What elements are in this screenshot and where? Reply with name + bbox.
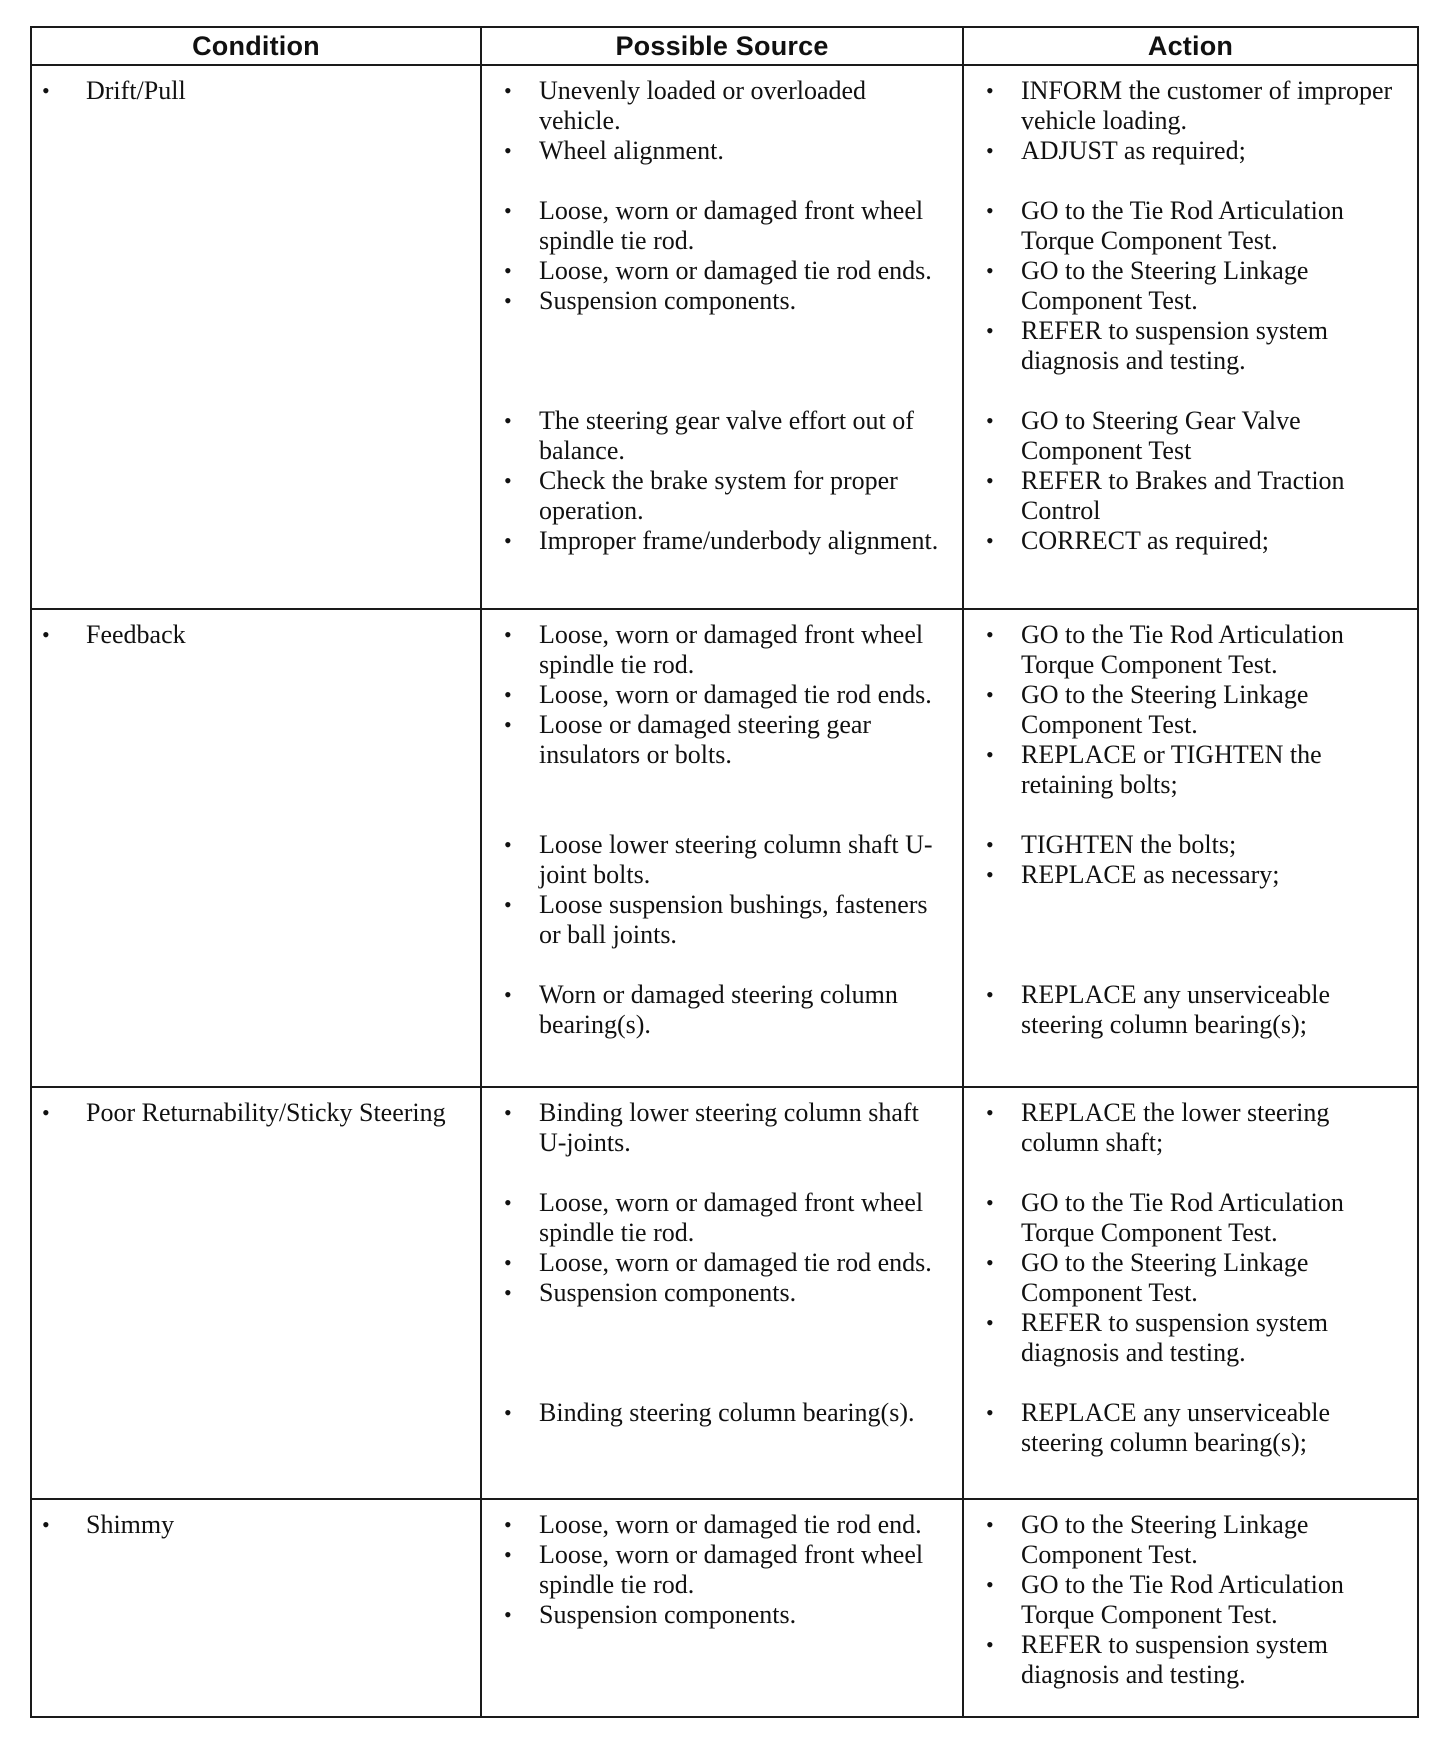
action-group [976, 1398, 1401, 1458]
condition-cell [31, 1087, 481, 1499]
source-group [494, 620, 946, 800]
diagnosis-table [30, 26, 1419, 1718]
action-text: REFER to suspension system diagnosis and testing. [1021, 1630, 1328, 1689]
source-item [494, 620, 946, 680]
source-text: Suspension components. [539, 1278, 797, 1308]
source-text: Suspension components. [539, 1600, 797, 1629]
bullet-icon: • [504, 1100, 512, 1126]
source-group [494, 1188, 946, 1368]
condition-cell [31, 609, 481, 1087]
source-text: Loose, worn or damaged front wheel spindle tie rod. [539, 1540, 924, 1599]
action-text: REPLACE any unserviceable steering column bearing(s); [1021, 980, 1331, 1040]
bullet-icon: • [986, 258, 994, 283]
action-text: GO to the Tie Rod Articulation Torque Component Test. [1021, 196, 1344, 255]
bullet-icon: • [504, 622, 512, 648]
table-row [31, 1087, 1418, 1499]
bullet-icon: • [986, 1632, 994, 1657]
bullet-icon: • [504, 1280, 512, 1306]
bullet-icon: • [504, 1250, 512, 1276]
bullet-icon: • [504, 198, 512, 223]
action-cell [963, 65, 1418, 609]
action-group [976, 980, 1401, 1040]
action-item [976, 1510, 1401, 1570]
source-text: Worn or damaged steering column bearing(s). [539, 980, 898, 1040]
bullet-icon: • [504, 1190, 512, 1216]
action-text: GO to the Steering Linkage Component Test. [1021, 1510, 1309, 1569]
table-row [31, 609, 1418, 1087]
source-item [494, 76, 946, 136]
header-possible-source: Possible Source [481, 27, 963, 65]
source-group [494, 830, 946, 950]
bullet-icon: • [504, 258, 512, 283]
source-text: Loose, worn or damaged tie rod ends. [539, 1248, 932, 1278]
source-group [494, 76, 946, 166]
bullet-icon: • [986, 832, 994, 858]
action-text: GO to the Tie Rod Articulation Torque Component Test. [1021, 1570, 1344, 1629]
condition-label: Shimmy [86, 1510, 175, 1539]
bullet-icon: • [986, 1100, 994, 1126]
bullet-icon: • [504, 1542, 512, 1567]
action-group [976, 620, 1401, 800]
source-group [494, 406, 946, 556]
source-text: Loose, worn or damaged tie rod end. [539, 1510, 922, 1539]
source-text: Binding lower steering column shaft U-joints. [539, 1098, 919, 1158]
bullet-icon: • [42, 622, 50, 648]
bullet-icon: • [42, 78, 50, 103]
source-text: Loose, worn or damaged tie rod ends. [539, 680, 932, 710]
source-text: Loose, worn or damaged tie rod ends. [539, 256, 932, 285]
action-group [976, 1188, 1401, 1368]
source-text: Wheel alignment. [539, 136, 724, 165]
action-item [976, 1098, 1401, 1158]
source-text: Check the brake system for proper operation. [539, 466, 898, 525]
action-text: REPLACE or TIGHTEN the retaining bolts; [1021, 740, 1322, 800]
bullet-icon: • [504, 832, 512, 858]
action-text: GO to the Steering Linkage Component Test. [1021, 680, 1309, 740]
source-item [494, 710, 946, 770]
action-text: REFER to Brakes and Traction Control [1021, 466, 1345, 525]
source-text: Loose lower steering column shaft U-joint bolts. [539, 830, 933, 890]
bullet-icon: • [986, 682, 994, 708]
source-text: Unevenly loaded or overloaded vehicle. [539, 76, 867, 135]
source-text: Loose, worn or damaged front wheel spindle tie rod. [539, 1188, 924, 1248]
bullet-icon: • [986, 622, 994, 648]
action-cell [963, 1499, 1418, 1717]
action-item [976, 196, 1401, 256]
action-text: REPLACE any unserviceable steering column bearing(s); [1021, 1398, 1331, 1458]
action-cell [963, 609, 1418, 1087]
table-row [31, 65, 1418, 609]
bullet-icon: • [986, 862, 994, 888]
source-group [494, 1098, 946, 1158]
action-group [976, 196, 1401, 376]
source-text: Suspension components. [539, 286, 797, 315]
table-header-row [31, 27, 1418, 65]
action-text: REFER to suspension system diagnosis and testing. [1021, 1308, 1328, 1368]
action-item [976, 526, 1401, 556]
action-text: GO to the Steering Linkage Component Test. [1021, 1248, 1309, 1308]
bullet-icon: • [504, 138, 512, 163]
source-item [494, 1540, 946, 1600]
action-item [976, 860, 1401, 890]
action-text: GO to the Steering Linkage Component Test. [1021, 256, 1309, 315]
source-item [494, 1098, 946, 1158]
source-item [494, 196, 946, 256]
bullet-icon: • [504, 78, 512, 103]
bullet-icon: • [986, 468, 994, 493]
source-item [494, 526, 946, 556]
table-body [31, 65, 1418, 1717]
bullet-icon: • [986, 318, 994, 343]
action-item [976, 740, 1401, 800]
source-item [494, 136, 946, 166]
action-group [976, 1510, 1401, 1690]
condition-cell [31, 1499, 481, 1717]
action-item [976, 1248, 1401, 1308]
bullet-icon: • [504, 468, 512, 493]
action-text: GO to the Tie Rod Articulation Torque Component Test. [1021, 1188, 1344, 1248]
bullet-icon: • [504, 712, 512, 738]
condition-label: Drift/Pull [86, 76, 186, 105]
source-text: Loose, worn or damaged front wheel spindle tie rod. [539, 620, 924, 680]
possible-source-cell [481, 1087, 963, 1499]
bullet-icon: • [42, 1100, 50, 1126]
action-item [976, 830, 1401, 860]
action-group [976, 76, 1401, 166]
bullet-icon: • [986, 1400, 994, 1426]
action-text: ADJUST as required; [1021, 136, 1246, 165]
source-item [494, 680, 946, 710]
source-group [494, 1510, 946, 1690]
bullet-icon: • [504, 288, 512, 313]
bullet-icon: • [986, 198, 994, 223]
source-item [494, 1398, 946, 1428]
action-item [976, 620, 1401, 680]
action-item [976, 1398, 1401, 1458]
source-text: Loose, worn or damaged front wheel spindle tie rod. [539, 196, 924, 255]
source-text: Binding steering column bearing(s). [539, 1398, 915, 1428]
source-item [494, 1510, 946, 1540]
bullet-icon: • [986, 138, 994, 163]
action-item [976, 76, 1401, 136]
source-item [494, 256, 946, 286]
source-item [494, 406, 946, 466]
source-text: The steering gear valve effort out of balance. [539, 406, 914, 465]
bullet-icon: • [504, 528, 512, 553]
header-condition: Condition [31, 27, 481, 65]
bullet-icon: • [504, 1512, 512, 1537]
source-item [494, 980, 946, 1040]
possible-source-cell [481, 609, 963, 1087]
bullet-icon: • [986, 78, 994, 103]
action-text: INFORM the customer of improper vehicle loading. [1021, 76, 1393, 135]
bullet-icon: • [42, 1512, 50, 1537]
bullet-icon: • [504, 982, 512, 1008]
action-item [976, 136, 1401, 166]
action-item [976, 406, 1401, 466]
source-text: Loose suspension bushings, fasteners or ball joints. [539, 890, 928, 950]
bullet-icon: • [986, 742, 994, 768]
possible-source-cell [481, 1499, 963, 1717]
action-item [976, 1188, 1401, 1248]
source-item [494, 1188, 946, 1248]
source-item [494, 286, 946, 316]
bullet-icon: • [504, 1400, 512, 1426]
source-item [494, 466, 946, 526]
action-item [976, 1308, 1401, 1368]
source-text: Loose or damaged steering gear insulators or bolts. [539, 710, 872, 770]
bullet-icon: • [986, 528, 994, 553]
action-group [976, 406, 1401, 556]
bullet-icon: • [986, 1250, 994, 1276]
action-cell [963, 1087, 1418, 1499]
bullet-icon: • [504, 1602, 512, 1627]
possible-source-cell [481, 65, 963, 609]
bullet-icon: • [986, 1190, 994, 1216]
table-row [31, 1499, 1418, 1717]
action-item [976, 980, 1401, 1040]
action-text: GO to Steering Gear Valve Component Test [1021, 406, 1301, 465]
condition-label: Feedback [86, 620, 186, 650]
bullet-icon: • [986, 408, 994, 433]
action-item [976, 256, 1401, 316]
action-item [976, 1570, 1401, 1630]
source-item [494, 1278, 946, 1308]
bullet-icon: • [986, 1572, 994, 1597]
source-item [494, 1600, 946, 1630]
action-text: REPLACE as necessary; [1021, 860, 1280, 890]
condition-label: Poor Returnability/Sticky Steering [86, 1098, 446, 1128]
action-text: GO to the Tie Rod Articulation Torque Component Test. [1021, 620, 1344, 680]
condition-cell [31, 65, 481, 609]
action-text: REPLACE the lower steering column shaft; [1021, 1098, 1330, 1158]
bullet-icon: • [504, 682, 512, 708]
bullet-icon: • [986, 982, 994, 1008]
action-group [976, 1098, 1401, 1158]
action-text: REFER to suspension system diagnosis and testing. [1021, 316, 1328, 375]
action-text: TIGHTEN the bolts; [1021, 830, 1237, 860]
source-item [494, 890, 946, 950]
action-item [976, 1630, 1401, 1690]
source-group [494, 1398, 946, 1458]
action-group [976, 830, 1401, 950]
source-group [494, 980, 946, 1040]
action-item [976, 680, 1401, 740]
action-item [976, 466, 1401, 526]
source-text: Improper frame/underbody alignment. [539, 526, 939, 555]
bullet-icon: • [504, 408, 512, 433]
bullet-icon: • [986, 1310, 994, 1336]
source-item [494, 1248, 946, 1278]
source-item [494, 830, 946, 890]
action-text: CORRECT as required; [1021, 526, 1269, 555]
action-item [976, 316, 1401, 376]
bullet-icon: • [986, 1512, 994, 1537]
bullet-icon: • [504, 892, 512, 918]
source-group [494, 196, 946, 376]
header-action: Action [963, 27, 1418, 65]
